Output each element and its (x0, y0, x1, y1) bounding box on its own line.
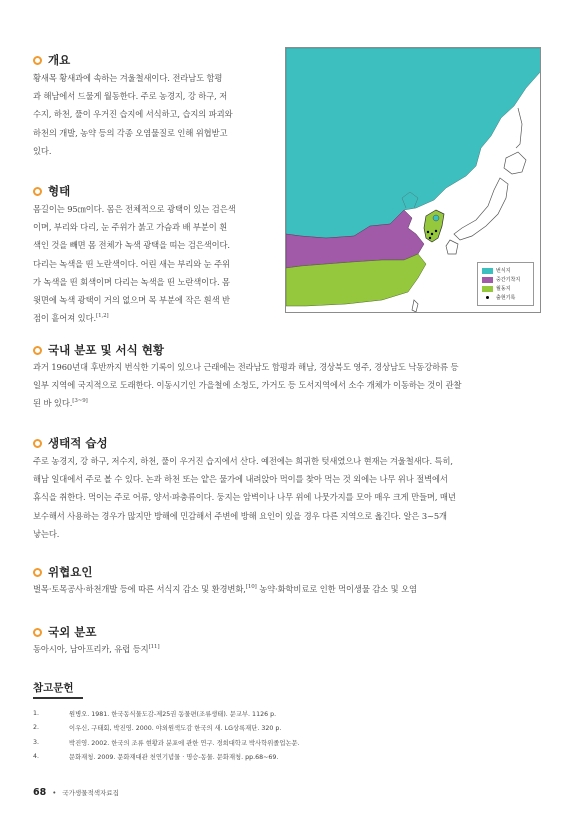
bullet-icon (33, 568, 42, 577)
sakhalin (516, 108, 522, 148)
text-line (33, 580, 558, 598)
morphology-paragraph (33, 200, 278, 327)
text-line (33, 394, 558, 412)
taiwan (412, 300, 418, 312)
record-dot (431, 233, 433, 235)
reference-number: 1. (33, 709, 40, 717)
threats-paragraph (33, 580, 558, 598)
legend-label: 중간기착지 (496, 277, 521, 283)
text-line: 휴식을 취한다. 먹이는 주로 어류, 양서·파충류이다. 둥지는 암벽이나 나무 위에 나뭇가지를 모아 매우 크게 만들며, 매년 (33, 492, 456, 503)
text-line: 보수해서 사용하는 경우가 많지만 방해에 민감해서 주변에 방해 요인이 있을 경우 다른 지역으로 옮긴다. 알은 3~5개 (33, 510, 447, 521)
reference-text: 박진영. 2002. 한국의 조류 현황과 분포에 관한 연구. 경희대학교 박사학위졸업논문. (69, 739, 300, 747)
section-title-text: 생태적 습성 (48, 436, 108, 450)
section-title-text: 위협요인 (48, 565, 93, 579)
japan-hokkaido (504, 152, 526, 174)
page-footer (33, 787, 119, 798)
korea-peninsula (424, 210, 444, 242)
overseas-paragraph (33, 640, 558, 658)
text-line: 황새목 황새과에 속하는 겨울철새이다. 전라남도 함평 (33, 73, 223, 83)
section-title-morphology (33, 183, 70, 199)
legend-item-stopover (482, 275, 529, 284)
text-line: 윗면에 녹색 광택이 거의 없으며 목 부분에 작은 흰색 반 (33, 295, 230, 306)
reference-item (33, 750, 300, 765)
citation: [1,2] (96, 313, 109, 320)
text-line: 가 녹색을 띤 회색이며 다리는 녹색을 띤 노란색이다. 몸 (33, 276, 230, 287)
text-span: 동아시아, 남아프리카, 유럽 등지 (33, 644, 149, 654)
legend-swatch (482, 277, 493, 283)
text-line: 수지, 하천, 풀이 우거진 습지에 서식하고, 습지의 파괴와 (33, 109, 233, 120)
text-line: 있다. (33, 145, 52, 156)
text-span: 농약·화학비료로 인한 먹이생물 감소 및 오염 (256, 584, 417, 594)
text-line (33, 640, 558, 658)
reference-text: 문화재청. 2009. 문화재대관 천연기념물 · 명승-동물. 문화재청. pp.68~69. (69, 754, 279, 762)
record-dot (427, 231, 429, 233)
distribution-paragraph (33, 358, 558, 413)
section-title-text: 국외 분포 (48, 625, 97, 639)
text-span: 점이 흩어져 있다. (33, 313, 97, 324)
text-line: 몸길이는 95㎝이다. 몸은 전체적으로 광택이 있는 검은색 (33, 204, 236, 214)
bullet-icon (33, 346, 42, 355)
text-line: 주로 농경지, 강 하구, 저수지, 하천, 풀이 우거진 습지에서 산다. 예전에는 희귀한 텃새였으나 현재는 겨울철새다. 특히, (33, 456, 453, 466)
section-title-text: 국내 분포 및 서식 현황 (48, 343, 164, 357)
legend-swatch (482, 268, 493, 274)
reference-text: 이우신, 구태회, 박진영. 2000. 야외원색도감 한국의 새. LG상록재단. 320 p. (69, 725, 282, 733)
breeding-region (286, 48, 541, 238)
text-line: 색인 것을 빼면 몸 전체가 녹색 광택을 띠는 검은색이다. (33, 240, 230, 251)
breeding-spot (433, 215, 439, 221)
reference-number: 2. (33, 724, 40, 732)
legend-item-wintering (482, 284, 529, 293)
text-span: 된 바 있다. (33, 398, 73, 409)
legend-item-breeding (482, 266, 529, 275)
text-span: 벌목·토목공사·하천개발 등에 따른 서식지 감소 및 환경변화, (33, 584, 246, 594)
legend-label: 출현기록 (496, 295, 516, 301)
bullet-icon (33, 56, 42, 65)
overview-paragraph (33, 69, 278, 160)
reference-item (33, 706, 300, 721)
distribution-map (285, 47, 541, 313)
bullet-icon (33, 187, 42, 196)
reference-number: 3. (33, 738, 40, 746)
section-title-threats (33, 564, 92, 580)
reference-item (33, 735, 300, 750)
citation: [11] (148, 644, 160, 651)
citation: [10] (245, 584, 257, 591)
references-underline (33, 697, 83, 699)
references-title: 참고문헌 (33, 682, 74, 694)
book-title: 국가생물적색자료집 (62, 789, 119, 797)
text-line: 해남 일대에서 주로 볼 수 있다. 논과 하천 또는 얕은 물가에 내려앉아 먹이를 찾아 먹는 것 외에는 나무 위나 절벽에서 (33, 474, 448, 485)
legend-item-record (482, 293, 529, 302)
reference-text: 원병오. 1981. 한국동식물도감-제25권 동물편(조류생태). 문교부. 1126 p. (69, 710, 277, 718)
japan-kyushu (446, 240, 458, 254)
text-line: 다리는 녹색을 띤 노란색이다. 어린 새는 부리와 눈 주위 (33, 258, 230, 269)
text-line: 일부 지역에 국지적으로 도래한다. 이동시기인 가을철에 소청도, 가거도 등 도서지역에서 소수 개체가 이동하는 것이 관찰 (33, 380, 462, 391)
bullet-icon (33, 439, 42, 448)
record-dot (429, 237, 431, 239)
section-title-text: 개요 (48, 53, 71, 67)
ecology-paragraph (33, 452, 558, 543)
footer-separator: • (52, 788, 57, 797)
text-line: 과거 1960년대 후반까지 번식한 기록이 있으나 근래에는 전라남도 함평과 해남, 경상북도 영주, 경상남도 낙동강하류 등 (33, 362, 459, 372)
text-line: 과 해남에서 드물게 월동한다. 주로 농경지, 강 하구, 저 (33, 91, 228, 102)
text-line: 낳는다. (33, 528, 60, 539)
legend-swatch (482, 286, 493, 292)
legend-label: 월동지 (496, 286, 511, 292)
bullet-icon (33, 628, 42, 637)
references-list (33, 706, 300, 764)
section-title-overseas (33, 624, 96, 640)
reference-number: 4. (33, 753, 40, 761)
record-dot (435, 230, 437, 232)
text-line: 이며, 부리와 다리, 눈 주위가 붉고 가슴과 배 부분이 흰 (33, 222, 228, 233)
text-line (33, 309, 278, 327)
legend-label: 번식지 (496, 268, 511, 274)
section-title-distribution (33, 342, 164, 358)
page-number: 68 (33, 787, 47, 798)
section-title-text: 형태 (48, 184, 71, 198)
record-dot-icon (486, 296, 489, 299)
reference-item (33, 721, 300, 736)
citation: [3~9] (72, 398, 88, 405)
map-legend (477, 262, 534, 306)
section-title-overview (33, 52, 70, 68)
text-line: 하천의 개발, 농약 등의 각종 오염물질로 인해 위협받고 (33, 127, 228, 138)
japan-honshu (454, 178, 508, 240)
section-title-ecology (33, 435, 108, 451)
